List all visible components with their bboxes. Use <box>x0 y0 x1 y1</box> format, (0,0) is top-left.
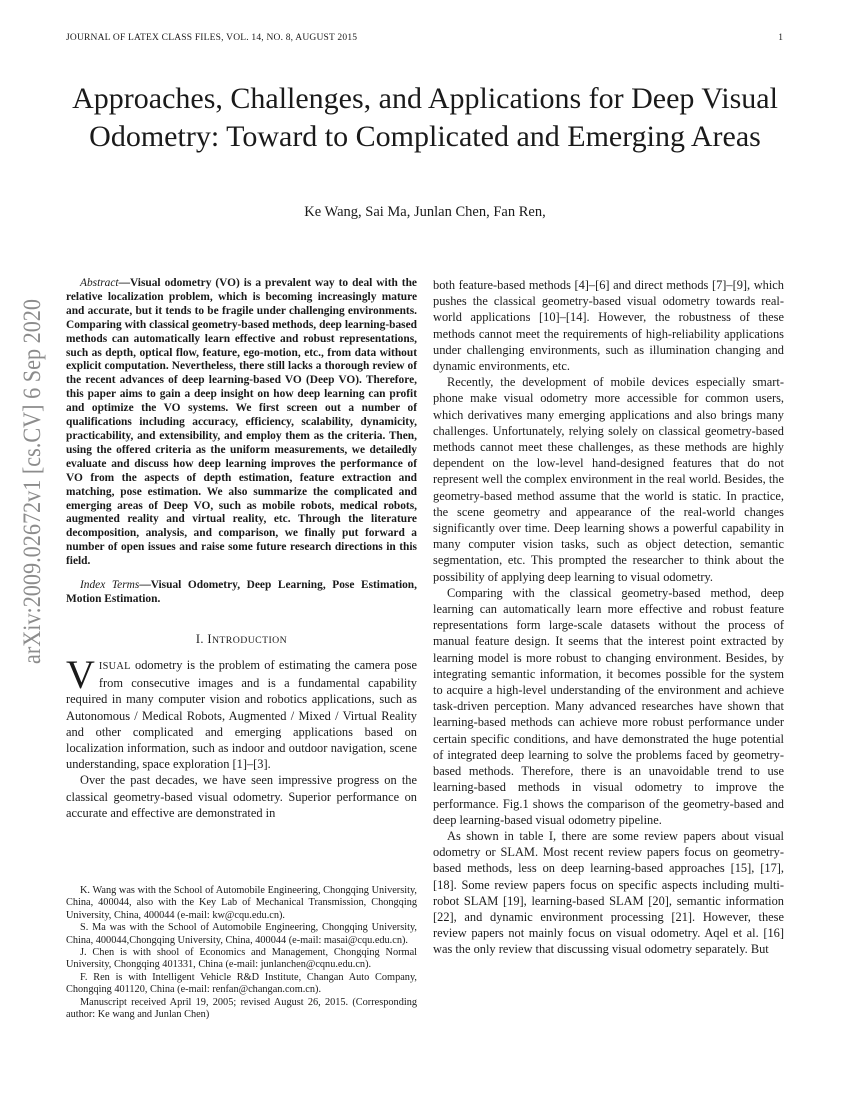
footnote: F. Ren is with Intelligent Vehicle R&D Institute, Changan Auto Company, Chongqing 401120, China (e-mail: renfan@changan.com.cn). <box>66 971 417 996</box>
arxiv-stamp <box>6 244 50 668</box>
section-title-rest: NTRODUCTION <box>211 634 288 646</box>
abstract-text: —Visual odometry (VO) is a prevalent way to deal with the relative localization problem, which is becoming increasingly mature and accurate, but it tends to be fragile under challenging environments. Comparing with classical geometry-based methods, deep learning-based methods can automatically learn effective and robust representations, such as depth, optical flow, feature, ego-motion, etc., from data without explicit computation. Nevertheless, there still lacks a thorough review of the recent advances of deep learning-based VO (Deep VO). Therefore, this paper aims to gain a deep insight on how deep learning can profit and optimize the VO systems. We first screen out a number of qualifications including accuracy, efficiency, scalability, dynamicity, practicability, and extensibility, and employ them as the criteria. Then, using the offered criteria as the uniform measurements, we detailedly evaluate and discuss how deep learning improves the performance of VO from the aspects of depth estimation, feature extraction and matching, pose estimation. We also summarize the complicated and emerging areas of Deep VO, such as mobile robots, medical robots, augmented reality and virtual reality, etc. Through the literature decomposition, analysis, and comparison, we finally put forward a number of open issues and raise some future research directions in this field. <box>66 277 417 568</box>
paper-title: Approaches, Challenges, and Applications for Deep Visual Odometry: Toward to Complicated and Emerging Areas <box>72 82 778 153</box>
intro-paragraph-1 <box>66 652 417 772</box>
index-terms <box>66 579 417 607</box>
drop-cap: V <box>66 652 95 698</box>
abstract <box>66 277 417 569</box>
intro-smallcaps: ISUAL <box>98 661 131 673</box>
body-paragraph: Comparing with the classical geometry-based method, deep learning can automatically learn more effective and robust feature representations form large-scale datasets without the process of manual feature design. It seems that the interest point extracted by learning model is more robust to changing environment. Besides, by integrating semantic information, it becomes possible for the system to acquire a high-level understanding of the environment and achieve task-driven perception. Many advanced researches have shown that learning-based methods can achieve more robust performance under certain specific conditions, and have demonstrated the huge potential of integrated deep learning to solve the problems faced by geometry-based methods. Therefore, there is an unavoidable trend to use learning-based methods in visual odometry to improve the performance. Fig.1 shows the comparison of the geometry-based and deep learning-based visual odometry pipeline. <box>433 585 784 827</box>
footnote: S. Ma was with the School of Automobile Engineering, Chongqing University, China, 400044,Chongqing University, China, 400044 (e-mail: masai@cqu.edu.cn). <box>66 922 417 946</box>
footnote: Manuscript received April 19, 2005; revised August 26, 2015. (Corresponding author: Ke wang and Junlan Chen) <box>66 996 417 1021</box>
arxiv-stamp-text: arXiv:2009.02672v1 [cs.CV] 6 Sep 2020 <box>17 244 46 664</box>
footnote: K. Wang was with the School of Automobile Engineering, Chongqing University, China, 400044, also with the Key Lab of Mechanical Transmission, Chongqing University, China, 400044 (e-mail: kw@cqu.edu.cn). <box>66 885 417 921</box>
abstract-lead: Abstract <box>80 277 119 289</box>
index-terms-text: —Visual Odometry, Deep Learning, Pose Estimation, Motion Estimation. <box>66 579 417 605</box>
index-terms-lead: Index Terms <box>80 579 140 592</box>
footnotes <box>66 885 417 1021</box>
intro-paragraph-2: Over the past decades, we have seen impressive progress on the classical geometry-based visual odometry. Superior performance on accurate and effective are demonstrated in <box>66 773 417 820</box>
section-heading-introduction <box>66 631 417 649</box>
author-list: Ke Wang, Sai Ma, Junlan Chen, Fan Ren, <box>304 204 546 220</box>
footnote: J. Chen is with shool of Economics and Management, Chongqing Normal University, Chongqing 401331, China (e-mail: junlanchen@cqnu.edu.cn). <box>66 947 417 971</box>
page-number: 1 <box>778 33 783 43</box>
section-title-initial: I <box>207 631 212 646</box>
body-paragraph: Recently, the development of mobile devices especially smart-phone make visual odometry more accessible for common users, which derivatives many emerging applications and also brings many challenges. Unfortunately, relying solely on classical geometry-based methods cannot meet these challenges, as these methods are highly dependent on the low-level hand-designed features that do not represent well the complex environment in the real world. Besides, the geometry-based method assume that the world is static. In practice, the scene geometry and appearance of the real-world changes significantly over time. Deep learning shows a powerful capability in many computer vision tasks, such as object detection, semantic segmentation, etc. This prompted the researcher to think about the possibility of applying deep learning to visual odometry. <box>433 375 784 584</box>
body-paragraph: As shown in table I, there are some review papers about visual odometry or SLAM. Most recent review papers focus on geometry-based methods, less on deep learning-based approaches [15], [17], [18]. Some review papers focus on specific aspects including multi-robot SLAM [19], learning-based SLAM [20], semantic information [22], and dynamic environment processing [21]. However, these review papers not mainly focus on visual odometry. Aqel et al. [16] was the only review that discussing visual odometry separately. But <box>433 828 784 957</box>
section-number: I. <box>195 631 208 646</box>
right-column <box>433 277 784 958</box>
left-column <box>66 277 417 821</box>
running-head: JOURNAL OF LATEX CLASS FILES, VOL. 14, NO. 8, AUGUST 2015 <box>66 33 358 43</box>
intro-paragraph-1-text: odometry is the problem of estimating the camera pose from consecutive images and is a fundamental capability required in many computer vision and robotics applications, such as Autonomous / Medical Robots, Augmented / Mixed / Virtual Reality and other complicated and emerging applications based on localization information, such as indoor and outdoor navigation, scene understanding, space exploration [1]–[3]. <box>66 658 417 772</box>
body-paragraph: both feature-based methods [4]–[6] and direct methods [7]–[9], which pushes the classical geometry-based visual odometry towards real-world applications [10]–[14]. However, the robustness of these methods cannot meet the requirements of high-reliability applications under challenging environments, such as illumination changing and dynamic environments, etc. <box>433 278 784 374</box>
